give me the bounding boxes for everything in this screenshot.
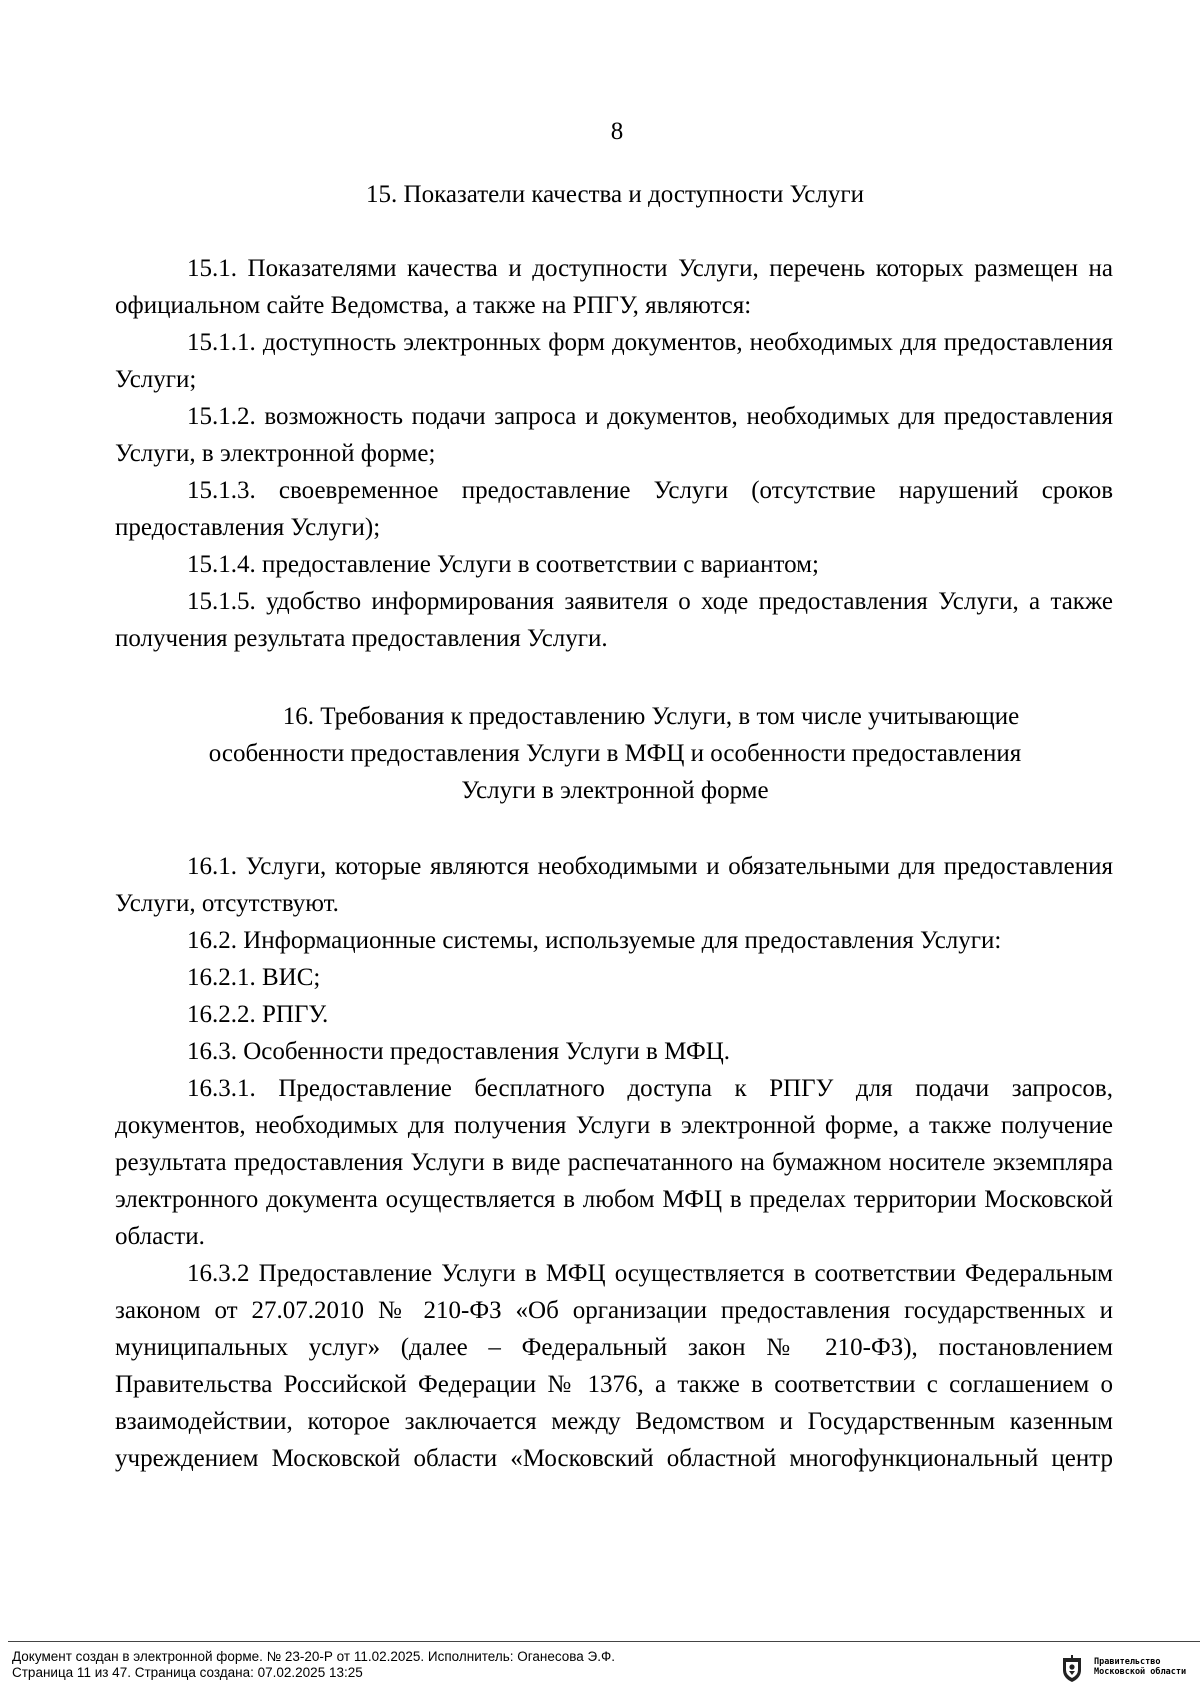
section-16-heading	[115, 698, 1115, 809]
paragraph-15-1-1: 15.1.1. доступность электронных форм документов, необходимых для предоставления Услуги;	[115, 329, 1113, 393]
paragraph-16-3-2: 16.3.2 Предоставление Услуги в МФЦ осуществляется в соответствии Федеральным законом от 27.07.2010 № 210-ФЗ «Об организации предоставления государственных и муниципальных услуг» (далее – Федеральный закон № 210-ФЗ), постановлением Правительства Российской Федерации № 1376, а также в соответствии с соглашением о взаимодействии, которое заключается между Ведомством и Государственным казенным учреждением Московской области «Московский областной многофункциональный центр	[115, 1260, 1113, 1472]
section-16-heading-line1: 16. Требования к предоставлению Услуги, в том числе учитывающие	[282, 703, 1020, 730]
paragraph-15-1-5: 15.1.5. удобство информирования заявителя о ходе предоставления Услуги, а также получения результата предоставления Услуги.	[115, 588, 1113, 652]
government-logo	[1060, 1655, 1190, 1687]
footer-text	[12, 1649, 615, 1681]
paragraph-16-3: 16.3. Особенности предоставления Услуги в МФЦ.	[187, 1038, 731, 1065]
paragraph-15-1-4: 15.1.4. предоставление Услуги в соответствии с вариантом;	[187, 551, 819, 578]
section-16-heading-line2: особенности предоставления Услуги в МФЦ и особенности предоставления	[208, 740, 1022, 767]
section-15-heading-text: 15. Показатели качества и доступности Услуги	[366, 181, 864, 208]
section-16-heading-line3: Услуги в электронной форме	[461, 777, 769, 804]
paragraph-15-1-3: 15.1.3. своевременное предоставление Услуги (отсутствие нарушений сроков предоставления Услуги);	[115, 477, 1113, 541]
coat-of-arms-icon	[1060, 1655, 1084, 1683]
paragraph-15-1: 15.1. Показателями качества и доступности Услуги, перечень которых размещен на официальном сайте Ведомства, а также на РПГУ, являются:	[115, 255, 1113, 319]
section-15-heading	[115, 176, 1115, 213]
document-footer	[0, 1641, 1200, 1698]
paragraph-15-1-2: 15.1.2. возможность подачи запроса и документов, необходимых для предоставления Услуги, в электронной форме;	[115, 403, 1113, 467]
footer-divider	[8, 1641, 1200, 1642]
paragraph-16-2: 16.2. Информационные системы, используемые для предоставления Услуги:	[187, 927, 1002, 954]
footer-page-info: Страница 11 из 47. Страница создана: 07.02.2025 13:25	[12, 1665, 363, 1680]
paragraph-16-3-1: 16.3.1. Предоставление бесплатного доступа к РПГУ для подачи запросов, документов, необходимых для получения Услуги в электронной форме, а также получение результата предоставления Услуги в виде распечатанного на бумажном носителе экземпляра электронного документа осуществляется в любом МФЦ в пределах территории Московской области.	[115, 1075, 1113, 1250]
logo-caption-line1: Правительство	[1094, 1657, 1161, 1667]
paragraph-16-2-1: 16.2.1. ВИС;	[187, 964, 321, 991]
paragraph-16-1: 16.1. Услуги, которые являются необходимыми и обязательными для предоставления Услуги, отсутствуют.	[115, 853, 1113, 917]
footer-document-info: Документ создан в электронной форме. № 23-20-Р от 11.02.2025. Исполнитель: Оганесова Э.Ф.	[12, 1649, 615, 1664]
paragraph-16-2-2: 16.2.2. РПГУ.	[187, 1001, 329, 1028]
logo-caption-line2: Московской области	[1094, 1667, 1187, 1677]
logo-caption	[1094, 1657, 1186, 1677]
page-number: 8	[610, 118, 624, 145]
